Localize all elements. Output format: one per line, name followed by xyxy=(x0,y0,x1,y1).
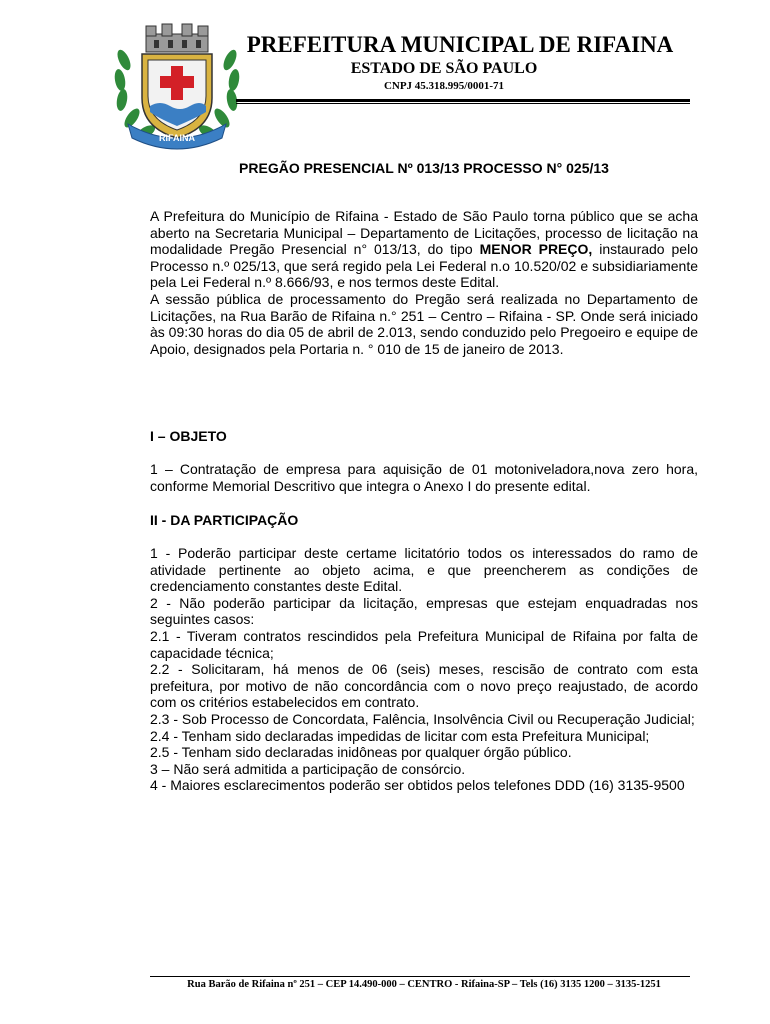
list-item: 3 – Não será admitida a participação de consórcio. xyxy=(150,760,466,777)
list-item: 2.1 - Tiveram contratos rescindidos pela Prefeitura Municipal de Rifaina por falta de capacidade técnica; xyxy=(150,627,698,661)
footer-address: Rua Barão de Rifaina nº 251 – CEP 14.490-000 – CENTRO - Rifaina-SP – Tels (16) 3135 1200 – 3135-1251 xyxy=(187,979,661,990)
section-participacao-list xyxy=(150,545,698,794)
mural-crown-icon xyxy=(146,24,208,52)
list-item: 4 - Maiores esclarecimentos poderão ser obtidos pelos telefones DDD (16) 3135-9500 xyxy=(150,777,685,794)
document-heading: PREGÃO PRESENCIAL Nº 013/13 PROCESSO N° 025/13 xyxy=(239,160,609,176)
header-state: ESTADO DE SÃO PAULO xyxy=(350,60,538,77)
footer-rule xyxy=(150,976,690,977)
list-item: 2.2 - Solicitaram, há menos de 06 (seis) meses, rescisão de contrato com esta prefeitura, por motivo de não concordância com o novo preço reajustado, de acordo com os critérios estabelecidos em contrato. xyxy=(150,661,698,711)
header-cnpj: CNPJ 45.318.995/0001-71 xyxy=(383,80,505,92)
section-objeto-text: 1 – Contratação de empresa para aquisição de 01 motoniveladora,nova zero hora, conforme Memorial Descritivo que integra o Anexo I do presente edital. xyxy=(150,461,698,494)
list-item: 1 - Poderão participar deste certame licitatório todos os interessados do ramo de atividade pertinente ao objeto acima, e que preencherem as condições de credenciamento constantes deste Edital. xyxy=(150,545,698,595)
header-rule-thin xyxy=(236,103,690,104)
intro-section xyxy=(150,208,698,357)
coat-of-arms-logo xyxy=(110,20,244,150)
svg-text:RIFAINA: RIFAINA xyxy=(159,133,195,143)
section-objeto-title: I – OBJETO xyxy=(150,428,227,444)
section-participacao-title: II - DA PARTICIPAÇÃO xyxy=(150,512,299,528)
intro-paragraph-1: A Prefeitura do Município de Rifaina - Estado de São Paulo torna público que se acha aberto na Secretaria Municipal – Departamento de Licitações, processo de licitação na modalidade Pregão Presencial n° 013/13, do tipo MENOR PREÇO, instaurado pelo Processo n.º 025/13, que será regido pela Lei Federal n.o 10.520/02 e subsidiariamente pela Lei Federal n.º 8.666/93, e nos termos deste Edital. xyxy=(150,208,698,291)
intro-paragraph-2: A sessão pública de processamento do Pregão será realizada no Departamento de Licitações, na Rua Barão de Rifaina n.° 251 – Centro – Rifaina - SP. Onde será iniciado às 09:30 horas do dia 05 de abril de 2.013, sendo conduzido pelo Pregoeiro e equipe de Apoio, designados pela Portaria n. ° 010 de 15 de janeiro de 2013. xyxy=(150,290,698,357)
list-item: 2 - Não poderão participar da licitação, empresas que estejam enquadradas nos seguintes casos: xyxy=(150,594,698,628)
list-item: 2.4 - Tenham sido declaradas impedidas de licitar com esta Prefeitura Municipal; xyxy=(150,727,650,744)
header-rule xyxy=(236,99,690,102)
header-title: PREFEITURA MUNICIPAL DE RIFAINA xyxy=(246,32,674,57)
list-item: 2.3 - Sob Processo de Concordata, Falência, Insolvência Civil ou Recuperação Judicial; xyxy=(150,710,695,727)
list-item: 2.5 - Tenham sido declaradas inidôneas por qualquer órgão público. xyxy=(150,744,572,761)
